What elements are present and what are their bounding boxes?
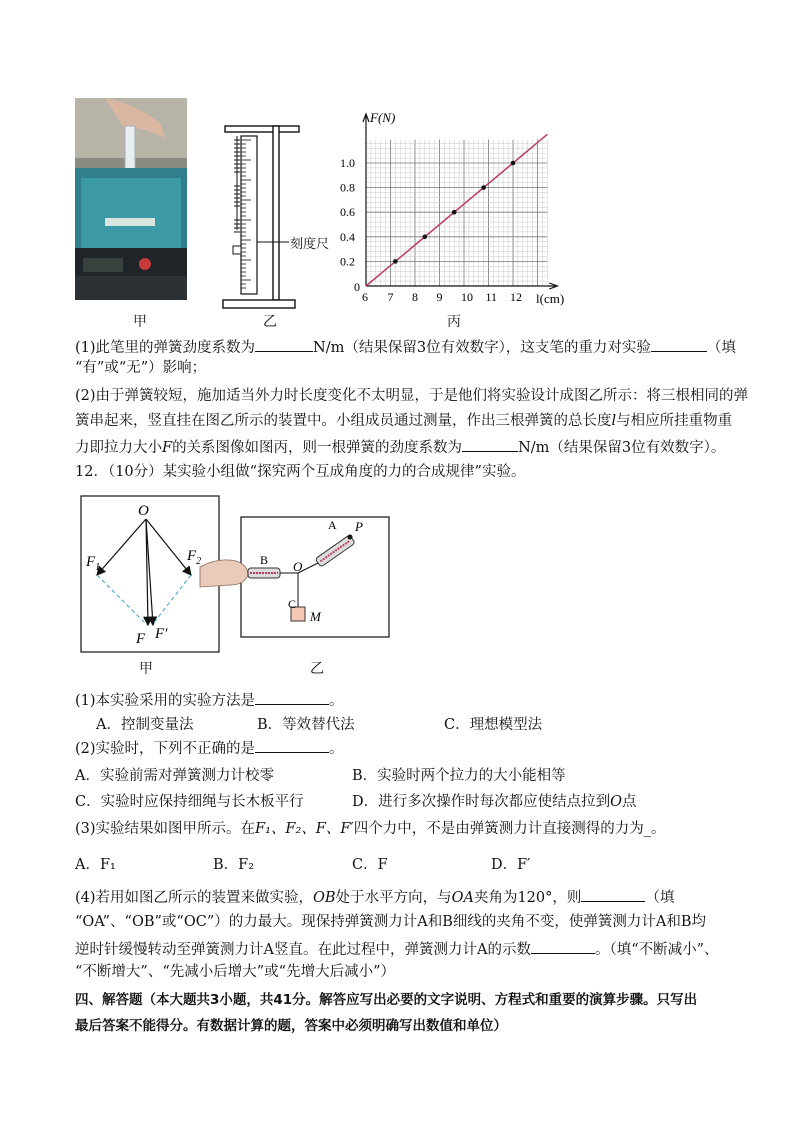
q12-part4-line2: “OA”、“OB”或“OC”）的力最大。现保持弹簧测力计A和B细线的夹角不变，使弹簧测力计A和B均	[75, 914, 706, 930]
q12-part2: (2)实验时，下列不正确的是 。	[75, 737, 344, 759]
q11-part1-line2: “有”或“无”）影响；	[75, 360, 207, 376]
q12-p2-option-b[interactable]: B．实验时两个拉力的大小能相等	[352, 768, 566, 784]
label-M: M	[310, 609, 321, 624]
q12-p1-option-b[interactable]: B．等效替代法	[257, 717, 355, 733]
svg-text:F2: $F_2$	[187, 548, 202, 567]
y-tick-label: 0.4	[340, 229, 355, 244]
force-F1-label: F	[86, 554, 96, 570]
x-tick-label: 10	[461, 290, 473, 304]
x-tick-label: 7	[387, 290, 394, 304]
figure-spring-scale-apparatus	[200, 515, 400, 640]
y-tick-label: 0.2	[340, 254, 355, 269]
caption-yi-top: 乙	[263, 314, 277, 330]
y-axis	[363, 114, 369, 286]
caption-jia-q12: 甲	[139, 661, 153, 677]
q12-p2-option-d[interactable]: D．进行多次操作时每次都应使结点拉到O点	[352, 794, 637, 810]
q12-p3-option-b[interactable]: B．F₂	[213, 857, 255, 873]
force-Fprime-label: F′	[155, 626, 168, 642]
q12-p2-option-a[interactable]: A．实验前需对弹簧测力计校零	[75, 768, 274, 784]
x-tick-label: 11	[485, 290, 498, 304]
q12-heading: 12．（10分）某实验小组做“探究两个互成角度的力的合成规律”实验。	[75, 464, 526, 480]
x-tick-label: 12	[510, 290, 522, 304]
graph-y-axis-label: F(N)	[370, 110, 396, 125]
label-A: A	[328, 518, 337, 532]
ruler-label: 刻度尺	[290, 237, 330, 252]
q12-p3-option-a[interactable]: A．F₁	[75, 857, 116, 873]
q12-p1-option-c[interactable]: C．理想模型法	[444, 717, 543, 733]
q12-part3: (3)实验结果如图甲所示。在F₁、F₂、F、F′四个力中，不是由弹簧测力计直接测得的力为_。	[75, 821, 666, 837]
y-tick-label: 1.0	[340, 156, 355, 170]
answer-blank-reading[interactable]	[531, 938, 595, 954]
section4-heading-line2: 最后答案不能得分。有数据计算的题，答案中必须明确写出数值和单位）	[75, 1018, 507, 1034]
data-point	[452, 210, 457, 215]
caption-yi-q12: 乙	[310, 661, 324, 677]
graph-x-axis-label: l(cm)	[536, 291, 565, 306]
fit-line	[366, 134, 547, 286]
q11-part1-line1: (1)此笔里的弹簧劲度系数为 N/m（结果保留3位有效数字），这支笔的重力对实验 （填	[75, 336, 736, 358]
q12-p2-option-c[interactable]: C．实验时应保持细绳与长木板平行	[75, 794, 304, 810]
figure-force-parallelogram	[80, 495, 220, 653]
svg-text:F1: $F_1$	[86, 554, 101, 573]
photo-scale-experiment	[75, 98, 187, 300]
graph-origin-label: 0	[354, 280, 360, 294]
data-point	[393, 259, 398, 264]
y-tick-label: 0.8	[340, 180, 355, 195]
caption-bing-top: 丙	[447, 314, 461, 330]
data-point	[481, 185, 486, 190]
q11-part2-line1: (2)由于弹簧较短，施加适当外力时长度变化不太明显，于是他们将实验设计成图乙所示：将三根相同的弹	[75, 388, 749, 404]
y-tick-label: 0.6	[340, 205, 355, 220]
label-P: P	[355, 519, 363, 534]
x-tick-label: 6	[362, 290, 368, 304]
data-point	[511, 161, 516, 166]
q11-part2-line3: 力即拉力大小F的关系图像如图丙，则一根弹簧的劲度系数为 N/m（结果保留3位有效数字）。	[75, 436, 725, 458]
answer-blank-max-force[interactable]	[581, 886, 645, 902]
q11-part2-line2: 簧串起来，竖直挂在图乙所示的装置中。小组成员通过测量，作出三根弹簧的总长度l与相应所挂重物重	[75, 413, 733, 429]
answer-blank-k[interactable]	[255, 336, 313, 352]
q12-part4-line4: “不断增大”、“先减小后增大”或“先增大后减小”）	[75, 964, 395, 980]
q12-p3-option-d[interactable]: D．F′	[491, 857, 531, 873]
answer-blank-method[interactable]	[255, 689, 329, 705]
q12-p3-option-c[interactable]: C．F	[352, 857, 388, 873]
caption-jia-top: 甲	[133, 314, 147, 330]
force-length-graph	[340, 108, 565, 312]
label-C: C	[288, 597, 297, 611]
answer-blank-k-single[interactable]	[462, 436, 518, 452]
answer-blank-gravity[interactable]	[651, 336, 707, 352]
q12-part1: (1)本实验采用的实验方法是 。	[75, 689, 344, 711]
label-O: O	[293, 559, 303, 574]
answer-blank-incorrect[interactable]	[255, 737, 329, 753]
label-B: B	[260, 553, 269, 567]
x-axis	[366, 283, 557, 289]
force-F-label: F	[136, 631, 146, 647]
graph-axes	[363, 114, 557, 289]
x-tick-label: 9	[436, 290, 443, 304]
q12-part4-line1: (4)若用如图乙所示的装置来做实验，OB处于水平方向，与OA夹角为120°，则 （填	[75, 886, 674, 908]
data-point	[423, 235, 428, 240]
q12-p1-option-a[interactable]: A．控制变量法	[96, 717, 194, 733]
point-O-label: O	[138, 503, 149, 519]
force-F2-label: F	[187, 548, 197, 564]
q12-part4-line3: 逆时针缓慢转动至弹簧测力计A竖直。在此过程中，弹簧测力计A的示数 。（填“不断减小”、	[75, 938, 719, 960]
section4-heading-line1: 四、解答题（本大题共3小题，共41分。解答应写出必要的文字说明、方程式和重要的演算步骤。只写出	[75, 992, 698, 1008]
x-tick-label: 8	[412, 290, 418, 304]
ruler-stand-figure	[223, 120, 313, 312]
